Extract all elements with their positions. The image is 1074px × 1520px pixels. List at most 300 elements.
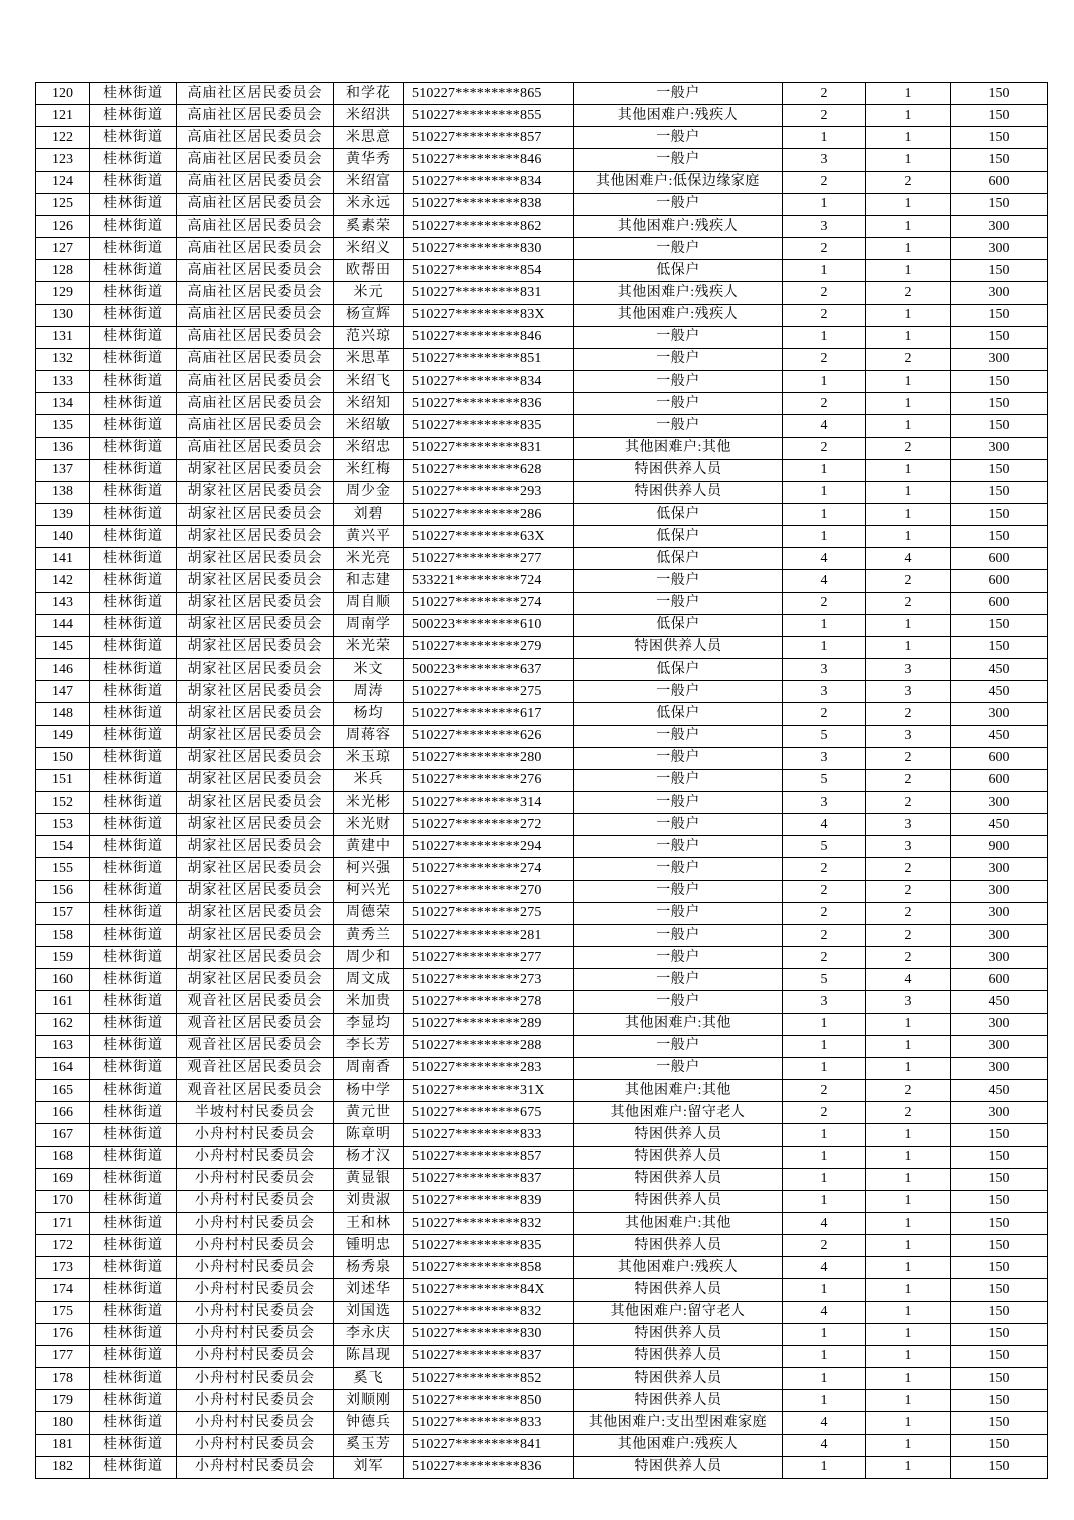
household-type-cell: 特困供养人员 [574, 1235, 783, 1257]
household-size-cell: 1 [783, 636, 866, 658]
household-size-cell: 1 [783, 1323, 866, 1345]
recipient-count-cell: 1 [866, 1146, 951, 1168]
committee-name-cell: 高庙社区居民委员会 [177, 282, 334, 304]
amount-cell: 150 [951, 1301, 1048, 1323]
table-row [36, 171, 1048, 193]
household-size-cell: 1 [783, 326, 866, 348]
household-size-cell: 1 [783, 1279, 866, 1301]
committee-name-cell: 高庙社区居民委员会 [177, 326, 334, 348]
recipient-count-cell: 1 [866, 1168, 951, 1190]
person-name-cell: 杨宣辉 [334, 304, 404, 326]
id-number-cell: 510227*********279 [404, 636, 574, 658]
person-name-cell: 陈昌现 [334, 1345, 404, 1367]
id-number-cell: 510227*********857 [404, 1146, 574, 1168]
table-row [36, 1080, 1048, 1102]
recipient-count-cell: 1 [866, 636, 951, 658]
row-number-cell: 179 [36, 1390, 90, 1412]
amount-cell: 300 [951, 282, 1048, 304]
id-number-cell: 510227*********286 [404, 503, 574, 525]
table-row [36, 481, 1048, 503]
household-type-cell: 其他困难户:残疾人 [574, 215, 783, 237]
recipient-count-cell: 3 [866, 681, 951, 703]
household-size-cell: 1 [783, 1456, 866, 1478]
committee-name-cell: 胡家社区居民委员会 [177, 548, 334, 570]
row-number-cell: 174 [36, 1279, 90, 1301]
id-number-cell: 510227*********289 [404, 1013, 574, 1035]
street-name-cell: 桂林街道 [90, 1456, 177, 1478]
row-number-cell: 135 [36, 415, 90, 437]
row-number-cell: 170 [36, 1190, 90, 1212]
table-row [36, 1345, 1048, 1367]
committee-name-cell: 胡家社区居民委员会 [177, 526, 334, 548]
household-type-cell: 其他困难户:其他 [574, 1013, 783, 1035]
recipient-count-cell: 2 [866, 171, 951, 193]
recipient-count-cell: 1 [866, 326, 951, 348]
person-name-cell: 奚玉芳 [334, 1434, 404, 1456]
committee-name-cell: 胡家社区居民委员会 [177, 836, 334, 858]
committee-name-cell: 小舟村村民委员会 [177, 1323, 334, 1345]
id-number-cell: 510227*********281 [404, 924, 574, 946]
household-type-cell: 特困供养人员 [574, 1146, 783, 1168]
household-type-cell: 一般户 [574, 1035, 783, 1057]
committee-name-cell: 高庙社区居民委员会 [177, 415, 334, 437]
row-number-cell: 176 [36, 1323, 90, 1345]
person-name-cell: 奚飞 [334, 1368, 404, 1390]
table-row [36, 836, 1048, 858]
row-number-cell: 120 [36, 83, 90, 105]
recipient-count-cell: 1 [866, 481, 951, 503]
amount-cell: 150 [951, 1124, 1048, 1146]
person-name-cell: 和学花 [334, 83, 404, 105]
row-number-cell: 147 [36, 681, 90, 703]
row-number-cell: 162 [36, 1013, 90, 1035]
street-name-cell: 桂林街道 [90, 1434, 177, 1456]
household-type-cell: 低保户 [574, 260, 783, 282]
committee-name-cell: 高庙社区居民委员会 [177, 348, 334, 370]
table-row [36, 1390, 1048, 1412]
person-name-cell: 米绍洪 [334, 105, 404, 127]
id-number-cell: 510227*********84X [404, 1279, 574, 1301]
person-name-cell: 米兵 [334, 769, 404, 791]
committee-name-cell: 胡家社区居民委员会 [177, 792, 334, 814]
id-number-cell: 510227*********839 [404, 1190, 574, 1212]
person-name-cell: 米绍富 [334, 171, 404, 193]
household-type-cell: 其他困难户:残疾人 [574, 282, 783, 304]
amount-cell: 450 [951, 814, 1048, 836]
table-row [36, 1013, 1048, 1035]
id-number-cell: 510227*********834 [404, 171, 574, 193]
recipient-count-cell: 2 [866, 1102, 951, 1124]
table-row [36, 1190, 1048, 1212]
recipient-count-cell: 1 [866, 371, 951, 393]
committee-name-cell: 观音社区居民委员会 [177, 1080, 334, 1102]
amount-cell: 150 [951, 1257, 1048, 1279]
committee-name-cell: 胡家社区居民委员会 [177, 481, 334, 503]
amount-cell: 150 [951, 326, 1048, 348]
amount-cell: 150 [951, 149, 1048, 171]
street-name-cell: 桂林街道 [90, 1102, 177, 1124]
recipient-count-cell: 1 [866, 215, 951, 237]
street-name-cell: 桂林街道 [90, 215, 177, 237]
id-number-cell: 510227*********276 [404, 769, 574, 791]
row-number-cell: 177 [36, 1345, 90, 1367]
household-size-cell: 3 [783, 149, 866, 171]
recipient-count-cell: 2 [866, 592, 951, 614]
street-name-cell: 桂林街道 [90, 1013, 177, 1035]
row-number-cell: 165 [36, 1080, 90, 1102]
street-name-cell: 桂林街道 [90, 393, 177, 415]
household-size-cell: 2 [783, 880, 866, 902]
row-number-cell: 160 [36, 969, 90, 991]
id-number-cell: 510227*********628 [404, 459, 574, 481]
table-row [36, 659, 1048, 681]
amount-cell: 300 [951, 348, 1048, 370]
recipient-count-cell: 2 [866, 1080, 951, 1102]
person-name-cell: 米永远 [334, 193, 404, 215]
recipient-count-cell: 1 [866, 1412, 951, 1434]
household-size-cell: 1 [783, 503, 866, 525]
table-row [36, 1412, 1048, 1434]
row-number-cell: 172 [36, 1235, 90, 1257]
person-name-cell: 米绍敏 [334, 415, 404, 437]
committee-name-cell: 高庙社区居民委员会 [177, 371, 334, 393]
household-size-cell: 1 [783, 1035, 866, 1057]
recipient-count-cell: 1 [866, 1390, 951, 1412]
street-name-cell: 桂林街道 [90, 1257, 177, 1279]
street-name-cell: 桂林街道 [90, 238, 177, 260]
street-name-cell: 桂林街道 [90, 769, 177, 791]
household-size-cell: 2 [783, 348, 866, 370]
table-row [36, 747, 1048, 769]
household-type-cell: 特困供养人员 [574, 1124, 783, 1146]
amount-cell: 150 [951, 526, 1048, 548]
row-number-cell: 123 [36, 149, 90, 171]
committee-name-cell: 胡家社区居民委员会 [177, 880, 334, 902]
amount-cell: 300 [951, 792, 1048, 814]
id-number-cell: 510227*********841 [404, 1434, 574, 1456]
recipient-count-cell: 1 [866, 1301, 951, 1323]
id-number-cell: 510227*********31X [404, 1080, 574, 1102]
person-name-cell: 米文 [334, 659, 404, 681]
person-name-cell: 米绍知 [334, 393, 404, 415]
household-type-cell: 特困供养人员 [574, 1323, 783, 1345]
street-name-cell: 桂林街道 [90, 1235, 177, 1257]
recipient-count-cell: 1 [866, 1345, 951, 1367]
id-number-cell: 510227*********273 [404, 969, 574, 991]
person-name-cell: 米加贵 [334, 991, 404, 1013]
amount-cell: 600 [951, 969, 1048, 991]
committee-name-cell: 小舟村村民委员会 [177, 1168, 334, 1190]
amount-cell: 150 [951, 83, 1048, 105]
data-table [35, 82, 1048, 1479]
table-row [36, 858, 1048, 880]
id-number-cell: 510227*********836 [404, 393, 574, 415]
row-number-cell: 127 [36, 238, 90, 260]
amount-cell: 450 [951, 991, 1048, 1013]
row-number-cell: 161 [36, 991, 90, 1013]
id-number-cell: 510227*********855 [404, 105, 574, 127]
street-name-cell: 桂林街道 [90, 149, 177, 171]
committee-name-cell: 高庙社区居民委员会 [177, 171, 334, 193]
row-number-cell: 146 [36, 659, 90, 681]
recipient-count-cell: 2 [866, 348, 951, 370]
amount-cell: 300 [951, 924, 1048, 946]
household-size-cell: 1 [783, 1368, 866, 1390]
recipient-count-cell: 2 [866, 437, 951, 459]
row-number-cell: 143 [36, 592, 90, 614]
household-size-cell: 1 [783, 260, 866, 282]
household-type-cell: 一般户 [574, 238, 783, 260]
person-name-cell: 黄元世 [334, 1102, 404, 1124]
recipient-count-cell: 2 [866, 924, 951, 946]
person-name-cell: 锺明忠 [334, 1235, 404, 1257]
household-size-cell: 2 [783, 437, 866, 459]
person-name-cell: 钟德兵 [334, 1412, 404, 1434]
committee-name-cell: 高庙社区居民委员会 [177, 83, 334, 105]
committee-name-cell: 观音社区居民委员会 [177, 1057, 334, 1079]
recipient-count-cell: 1 [866, 1323, 951, 1345]
person-name-cell: 刘顺刚 [334, 1390, 404, 1412]
household-type-cell: 一般户 [574, 681, 783, 703]
id-number-cell: 510227*********857 [404, 127, 574, 149]
person-name-cell: 杨才汉 [334, 1146, 404, 1168]
id-number-cell: 510227*********83X [404, 304, 574, 326]
table-row [36, 415, 1048, 437]
household-size-cell: 2 [783, 1235, 866, 1257]
table-row [36, 193, 1048, 215]
amount-cell: 600 [951, 747, 1048, 769]
committee-name-cell: 观音社区居民委员会 [177, 1035, 334, 1057]
household-type-cell: 低保户 [574, 548, 783, 570]
id-number-cell: 510227*********275 [404, 681, 574, 703]
committee-name-cell: 小舟村村民委员会 [177, 1412, 334, 1434]
person-name-cell: 米光荣 [334, 636, 404, 658]
committee-name-cell: 小舟村村民委员会 [177, 1235, 334, 1257]
person-name-cell: 周少和 [334, 947, 404, 969]
street-name-cell: 桂林街道 [90, 1345, 177, 1367]
amount-cell: 300 [951, 215, 1048, 237]
recipient-count-cell: 1 [866, 149, 951, 171]
recipient-count-cell: 1 [866, 1013, 951, 1035]
person-name-cell: 米光财 [334, 814, 404, 836]
household-type-cell: 其他困难户:其他 [574, 1212, 783, 1234]
recipient-count-cell: 1 [866, 1368, 951, 1390]
recipient-count-cell: 2 [866, 947, 951, 969]
amount-cell: 600 [951, 769, 1048, 791]
id-number-cell: 510227*********63X [404, 526, 574, 548]
household-size-cell: 3 [783, 681, 866, 703]
table-row [36, 437, 1048, 459]
recipient-count-cell: 2 [866, 858, 951, 880]
table-row [36, 348, 1048, 370]
recipient-count-cell: 3 [866, 659, 951, 681]
amount-cell: 150 [951, 1168, 1048, 1190]
household-size-cell: 4 [783, 415, 866, 437]
id-number-cell: 510227*********846 [404, 326, 574, 348]
person-name-cell: 黄建中 [334, 836, 404, 858]
row-number-cell: 169 [36, 1168, 90, 1190]
row-number-cell: 181 [36, 1434, 90, 1456]
household-size-cell: 2 [783, 393, 866, 415]
amount-cell: 150 [951, 1412, 1048, 1434]
committee-name-cell: 胡家社区居民委员会 [177, 636, 334, 658]
person-name-cell: 黄华秀 [334, 149, 404, 171]
amount-cell: 300 [951, 947, 1048, 969]
street-name-cell: 桂林街道 [90, 1279, 177, 1301]
household-size-cell: 1 [783, 1345, 866, 1367]
recipient-count-cell: 1 [866, 83, 951, 105]
amount-cell: 300 [951, 703, 1048, 725]
recipient-count-cell: 3 [866, 991, 951, 1013]
committee-name-cell: 胡家社区居民委员会 [177, 769, 334, 791]
id-number-cell: 510227*********834 [404, 371, 574, 393]
street-name-cell: 桂林街道 [90, 1390, 177, 1412]
committee-name-cell: 高庙社区居民委员会 [177, 149, 334, 171]
street-name-cell: 桂林街道 [90, 1057, 177, 1079]
amount-cell: 600 [951, 592, 1048, 614]
street-name-cell: 桂林街道 [90, 282, 177, 304]
street-name-cell: 桂林街道 [90, 1080, 177, 1102]
committee-name-cell: 胡家社区居民委员会 [177, 659, 334, 681]
table-row [36, 526, 1048, 548]
street-name-cell: 桂林街道 [90, 1168, 177, 1190]
amount-cell: 150 [951, 260, 1048, 282]
table-row [36, 1323, 1048, 1345]
id-number-cell: 510227*********272 [404, 814, 574, 836]
street-name-cell: 桂林街道 [90, 725, 177, 747]
street-name-cell: 桂林街道 [90, 880, 177, 902]
committee-name-cell: 小舟村村民委员会 [177, 1390, 334, 1412]
household-type-cell: 其他困难户:低保边缘家庭 [574, 171, 783, 193]
row-number-cell: 140 [36, 526, 90, 548]
household-size-cell: 5 [783, 769, 866, 791]
recipient-count-cell: 1 [866, 127, 951, 149]
committee-name-cell: 半坡村村民委员会 [177, 1102, 334, 1124]
row-number-cell: 151 [36, 769, 90, 791]
household-type-cell: 特困供养人员 [574, 1390, 783, 1412]
recipient-count-cell: 2 [866, 703, 951, 725]
recipient-count-cell: 1 [866, 193, 951, 215]
street-name-cell: 桂林街道 [90, 1190, 177, 1212]
person-name-cell: 米绍忠 [334, 437, 404, 459]
row-number-cell: 136 [36, 437, 90, 459]
recipient-count-cell: 1 [866, 1035, 951, 1057]
table-row [36, 238, 1048, 260]
person-name-cell: 黄秀兰 [334, 924, 404, 946]
household-type-cell: 一般户 [574, 969, 783, 991]
id-number-cell: 510227*********277 [404, 947, 574, 969]
recipient-count-cell: 1 [866, 1124, 951, 1146]
committee-name-cell: 胡家社区居民委员会 [177, 614, 334, 636]
household-size-cell: 3 [783, 792, 866, 814]
street-name-cell: 桂林街道 [90, 858, 177, 880]
amount-cell: 300 [951, 902, 1048, 924]
table-row [36, 1235, 1048, 1257]
recipient-count-cell: 1 [866, 238, 951, 260]
row-number-cell: 180 [36, 1412, 90, 1434]
table-row [36, 924, 1048, 946]
amount-cell: 150 [951, 503, 1048, 525]
street-name-cell: 桂林街道 [90, 1212, 177, 1234]
table-row [36, 614, 1048, 636]
person-name-cell: 米思革 [334, 348, 404, 370]
amount-cell: 300 [951, 1035, 1048, 1057]
street-name-cell: 桂林街道 [90, 947, 177, 969]
row-number-cell: 178 [36, 1368, 90, 1390]
household-type-cell: 特困供养人员 [574, 1368, 783, 1390]
id-number-cell: 510227*********278 [404, 991, 574, 1013]
street-name-cell: 桂林街道 [90, 304, 177, 326]
row-number-cell: 150 [36, 747, 90, 769]
person-name-cell: 米元 [334, 282, 404, 304]
committee-name-cell: 小舟村村民委员会 [177, 1257, 334, 1279]
recipient-count-cell: 1 [866, 105, 951, 127]
person-name-cell: 李长芳 [334, 1035, 404, 1057]
recipient-count-cell: 3 [866, 725, 951, 747]
household-type-cell: 低保户 [574, 659, 783, 681]
household-size-cell: 2 [783, 282, 866, 304]
household-type-cell: 低保户 [574, 703, 783, 725]
household-size-cell: 4 [783, 1257, 866, 1279]
id-number-cell: 510227*********832 [404, 1212, 574, 1234]
document-sheet [35, 82, 1048, 1479]
amount-cell: 150 [951, 1212, 1048, 1234]
household-type-cell: 其他困难户:残疾人 [574, 105, 783, 127]
household-type-cell: 一般户 [574, 326, 783, 348]
street-name-cell: 桂林街道 [90, 614, 177, 636]
id-number-cell: 510227*********274 [404, 592, 574, 614]
household-size-cell: 1 [783, 1124, 866, 1146]
street-name-cell: 桂林街道 [90, 1412, 177, 1434]
recipient-count-cell: 1 [866, 459, 951, 481]
recipient-count-cell: 2 [866, 570, 951, 592]
id-number-cell: 510227*********851 [404, 348, 574, 370]
street-name-cell: 桂林街道 [90, 193, 177, 215]
street-name-cell: 桂林街道 [90, 437, 177, 459]
person-name-cell: 黄显银 [334, 1168, 404, 1190]
person-name-cell: 王和林 [334, 1212, 404, 1234]
table-row [36, 1035, 1048, 1057]
committee-name-cell: 高庙社区居民委员会 [177, 238, 334, 260]
table-row [36, 83, 1048, 105]
street-name-cell: 桂林街道 [90, 991, 177, 1013]
row-number-cell: 126 [36, 215, 90, 237]
household-type-cell: 特困供养人员 [574, 481, 783, 503]
amount-cell: 450 [951, 725, 1048, 747]
amount-cell: 300 [951, 1102, 1048, 1124]
table-row [36, 969, 1048, 991]
household-size-cell: 5 [783, 836, 866, 858]
id-number-cell: 510227*********858 [404, 1257, 574, 1279]
household-type-cell: 其他困难户:残疾人 [574, 1257, 783, 1279]
id-number-cell: 510227*********277 [404, 548, 574, 570]
committee-name-cell: 胡家社区居民委员会 [177, 858, 334, 880]
household-size-cell: 2 [783, 304, 866, 326]
person-name-cell: 米光亮 [334, 548, 404, 570]
household-type-cell: 低保户 [574, 614, 783, 636]
row-number-cell: 166 [36, 1102, 90, 1124]
row-number-cell: 153 [36, 814, 90, 836]
person-name-cell: 周南香 [334, 1057, 404, 1079]
id-number-cell: 510227*********850 [404, 1390, 574, 1412]
household-size-cell: 4 [783, 814, 866, 836]
committee-name-cell: 胡家社区居民委员会 [177, 459, 334, 481]
household-type-cell: 一般户 [574, 769, 783, 791]
person-name-cell: 米绍飞 [334, 371, 404, 393]
id-number-cell: 510227*********852 [404, 1368, 574, 1390]
row-number-cell: 155 [36, 858, 90, 880]
household-size-cell: 1 [783, 193, 866, 215]
